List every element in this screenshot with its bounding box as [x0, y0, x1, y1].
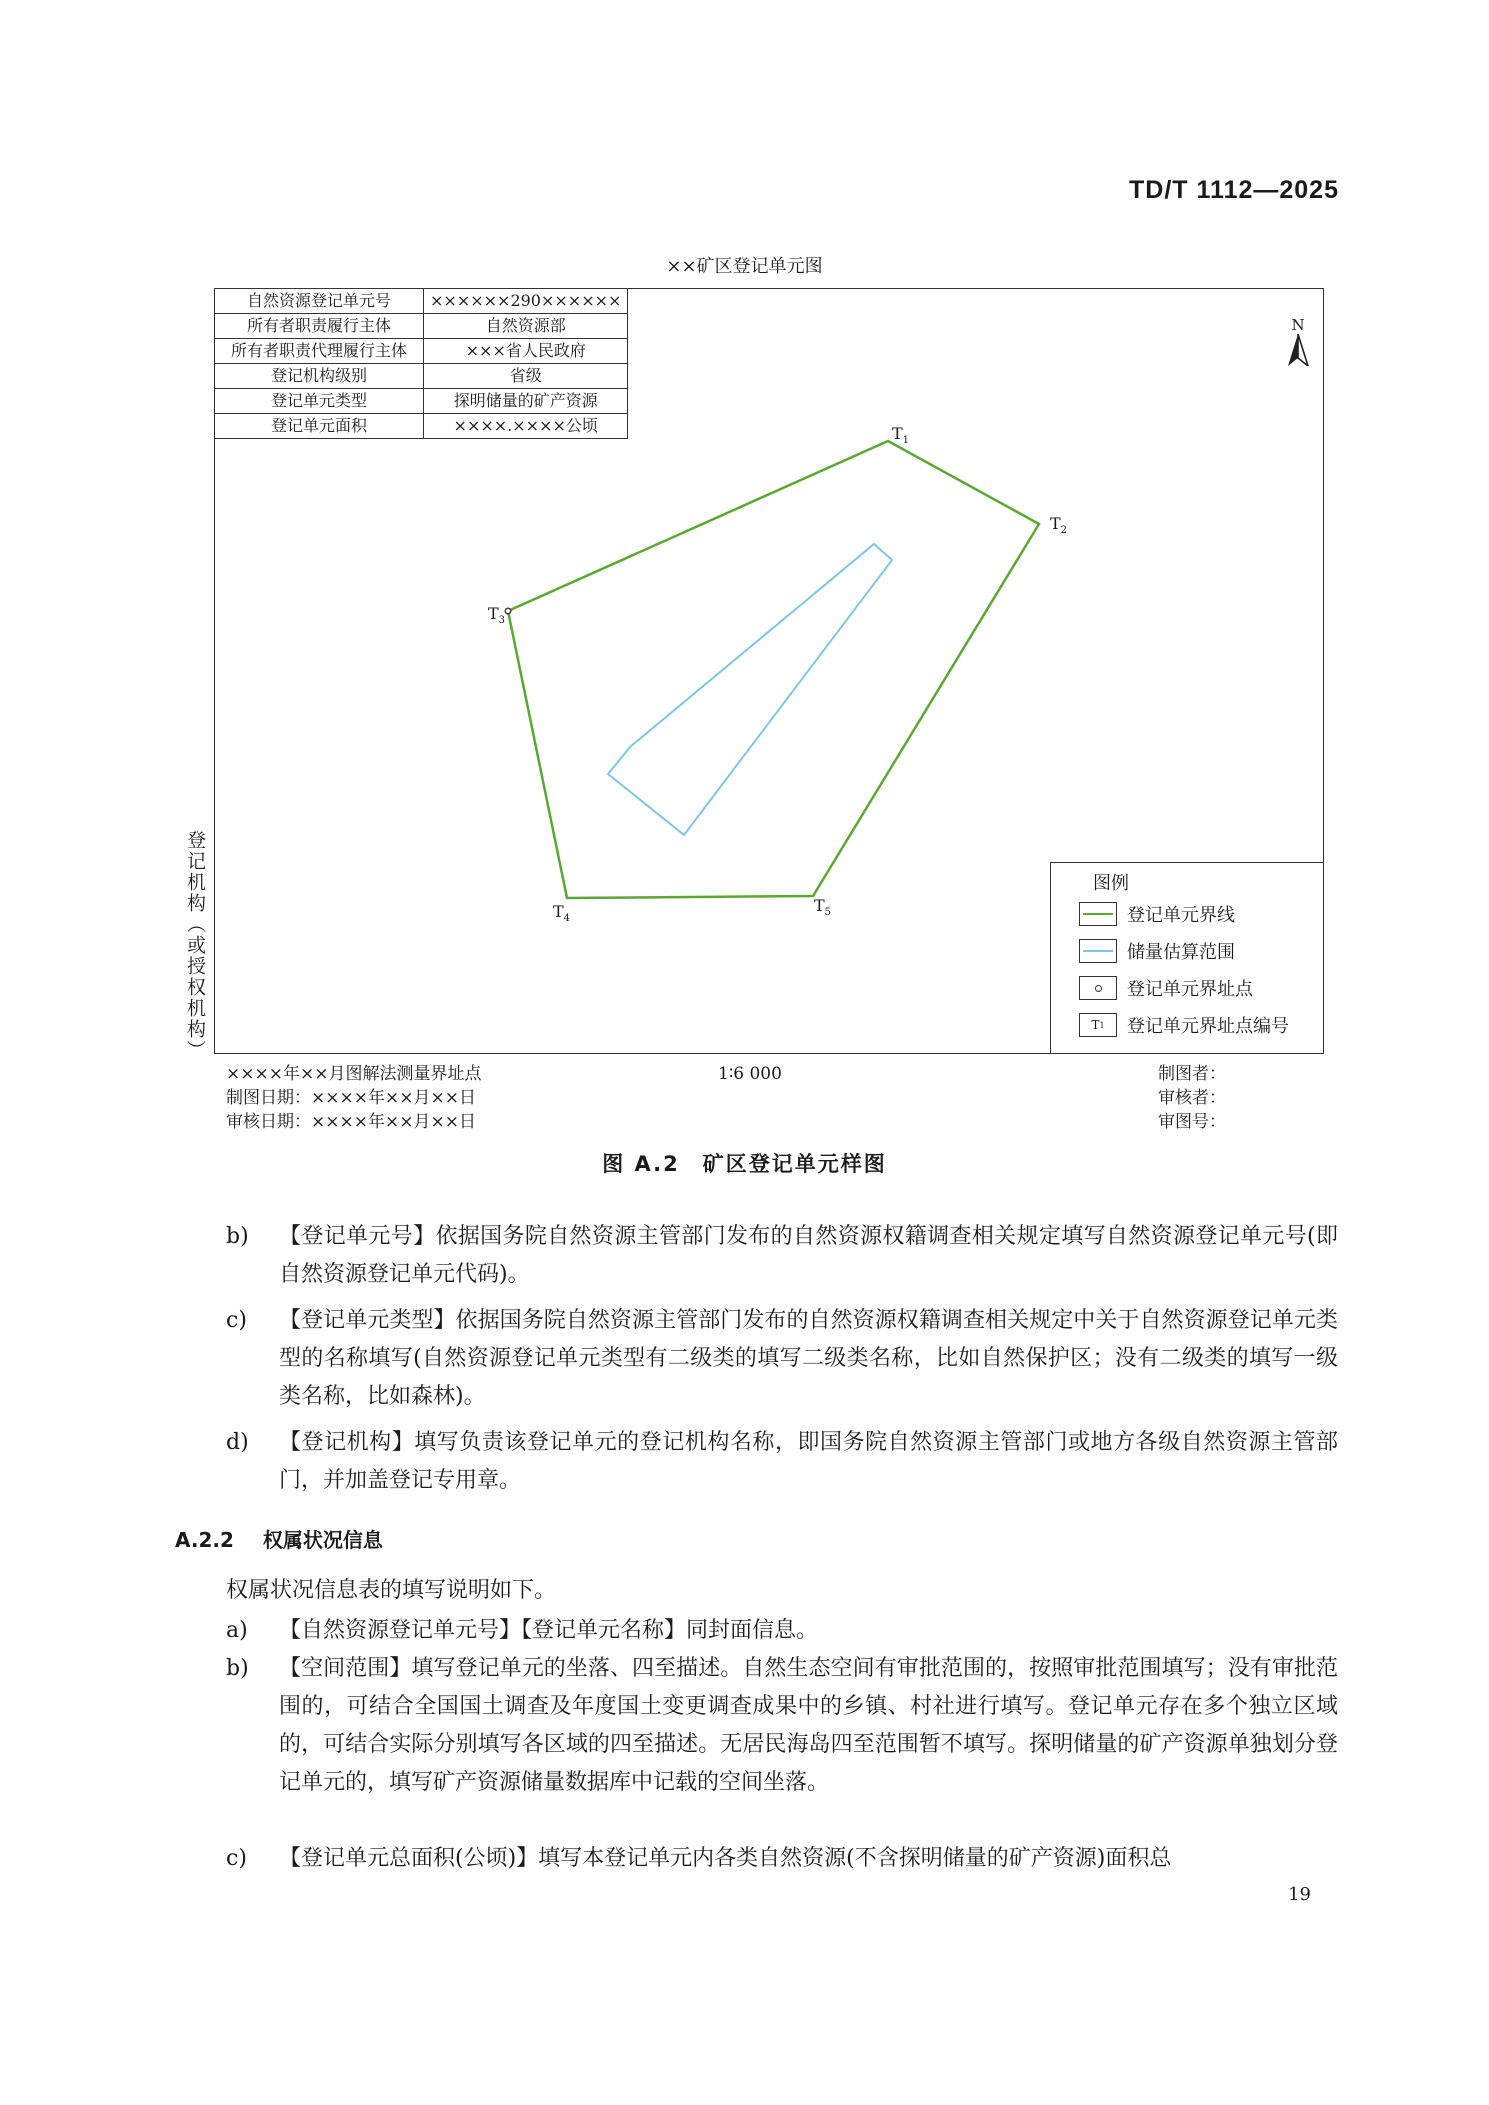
reserve-estimation-range [608, 544, 892, 835]
list-item [226, 1840, 1338, 1878]
north-label: N [1291, 316, 1305, 334]
section-heading [175, 1524, 383, 1553]
table-cell: 登记单元面积 [215, 414, 424, 439]
list-item [226, 1302, 1338, 1416]
boundary-point-label: $T_1$ [892, 424, 910, 447]
list-item-label: c) [226, 1846, 247, 1871]
legend-item-label: 登记单元界址点 [1127, 979, 1253, 1000]
table-cell: ×××省人民政府 [424, 339, 628, 364]
legend-item [1079, 1012, 1289, 1038]
table-cell: 自然资源部 [424, 314, 628, 339]
list-item [226, 1218, 1338, 1294]
reviewer-field: 审核者： [1158, 1088, 1226, 1108]
legend-item-label: 登记单元界址点编号 [1127, 1016, 1289, 1037]
legend-item [1079, 938, 1235, 964]
list-item-label: b) [226, 1656, 249, 1681]
unit-boundary-line [508, 441, 1039, 898]
table-cell: ××××××290×××××× [424, 289, 628, 314]
table-cell: 自然资源登记单元号 [215, 289, 424, 314]
list-item-text: 【自然资源登记单元号】【登记单元名称】同封面信息。 [279, 1618, 819, 1643]
map-approval-number-field: 审图号： [1158, 1112, 1226, 1132]
table-cell: 所有者职责代理履行主体 [215, 339, 424, 364]
survey-method-text: ××××年××月图解法测量界址点 [226, 1064, 482, 1084]
page-number: 19 [1288, 1884, 1311, 1905]
map-title: ××矿区登记单元图 [666, 256, 823, 277]
section-intro: 权属状况信息表的填写说明如下。 [226, 1578, 557, 1603]
list-item-label: c) [226, 1308, 247, 1333]
section-number: A.2.2 [175, 1528, 234, 1552]
list-item-text: 【登记机构】填写负责该登记单元的登记机构名称，即国务院自然资源主管部门或地方各级自然资源主管部门，并加盖登记专用章。 [279, 1430, 1338, 1493]
boundary-point-label: $T_2$ [1050, 514, 1068, 537]
map-footer-left [226, 1062, 481, 1134]
list-item-label: b) [226, 1224, 249, 1249]
boundary-point-label: $T_4$ [553, 902, 571, 925]
table-cell: 登记机构级别 [215, 364, 424, 389]
list-item-text: 【登记单元号】依据国务院自然资源主管部门发布的自然资源权籍调查相关规定填写自然资源登记单元号(即自然资源登记单元代码)。 [279, 1224, 1338, 1287]
section-title: 权属状况信息 [262, 1528, 383, 1552]
legend-item [1079, 975, 1253, 1001]
table-cell: 探明储量的矿产资源 [424, 389, 628, 414]
blue-line-symbol [1079, 939, 1117, 963]
legend-item [1079, 901, 1235, 927]
list-item-label: a) [226, 1618, 248, 1643]
map-legend [1050, 862, 1324, 1054]
registration-agency-label: 登记机构（或授权机构） [184, 830, 206, 1061]
list-item [226, 1650, 1338, 1802]
map-scale: 1∶6 000 [718, 1064, 782, 1084]
standard-code: TD/T 1112—2025 [1129, 176, 1339, 204]
drawing-date-text: 制图日期：××××年××月××日 [226, 1088, 476, 1108]
list-item-text: 【登记单元总面积(公顷)】填写本登记单元内各类自然资源(不含探明储量的矿产资源)面积总 [279, 1846, 1172, 1871]
table-cell: 登记单元类型 [215, 389, 424, 414]
list-item [226, 1612, 1338, 1650]
legend-item-label: 登记单元界线 [1127, 905, 1235, 926]
mapper-field: 制图者： [1158, 1064, 1226, 1084]
figure-caption: 图 A.2 矿区登记单元样图 [602, 1152, 887, 1176]
list-item-text: 【空间范围】填写登记单元的坐落、四至描述。自然生态空间有审批范围的，按照审批范围填写；没有审批范围的，可结合全国国土调查及年度国土变更调查成果中的乡镇、村社进行填写。登记单元存在多个独立区域的，可结合实际分别填写各区域的四至描述。无居民海岛四至范围暂不填写。探明储量的矿产资源单独划分登记单元的，填写矿产资源储量数据库中记载的空间坐落。 [279, 1656, 1338, 1795]
boundary-point-marker [505, 608, 511, 614]
review-date-text: 审核日期：××××年××月××日 [226, 1112, 476, 1132]
list-item-label: d) [226, 1430, 249, 1455]
list-item [226, 1424, 1338, 1500]
map-footer-right [1158, 1062, 1226, 1134]
boundary-point-label: $T_5$ [814, 896, 832, 919]
boundary-point-label: $T_3$ [488, 604, 506, 627]
table-cell: ××××.××××公顷 [424, 414, 628, 439]
list-item-text: 【登记单元类型】依据国务院自然资源主管部门发布的自然资源权籍调查相关规定中关于自然资源登记单元类型的名称填写(自然资源登记单元类型有二级类的填写二级类名称，比如自然保护区；没有二级类的填写一级类名称，比如森林)。 [279, 1308, 1338, 1409]
point-number-symbol: T 1 [1079, 1013, 1117, 1037]
legend-item-label: 储量估算范围 [1127, 942, 1235, 963]
table-cell: 所有者职责履行主体 [215, 314, 424, 339]
legend-title: 图例 [1093, 873, 1129, 894]
green-line-symbol [1079, 902, 1117, 926]
table-cell: 省级 [424, 364, 628, 389]
point-symbol [1079, 976, 1117, 1000]
